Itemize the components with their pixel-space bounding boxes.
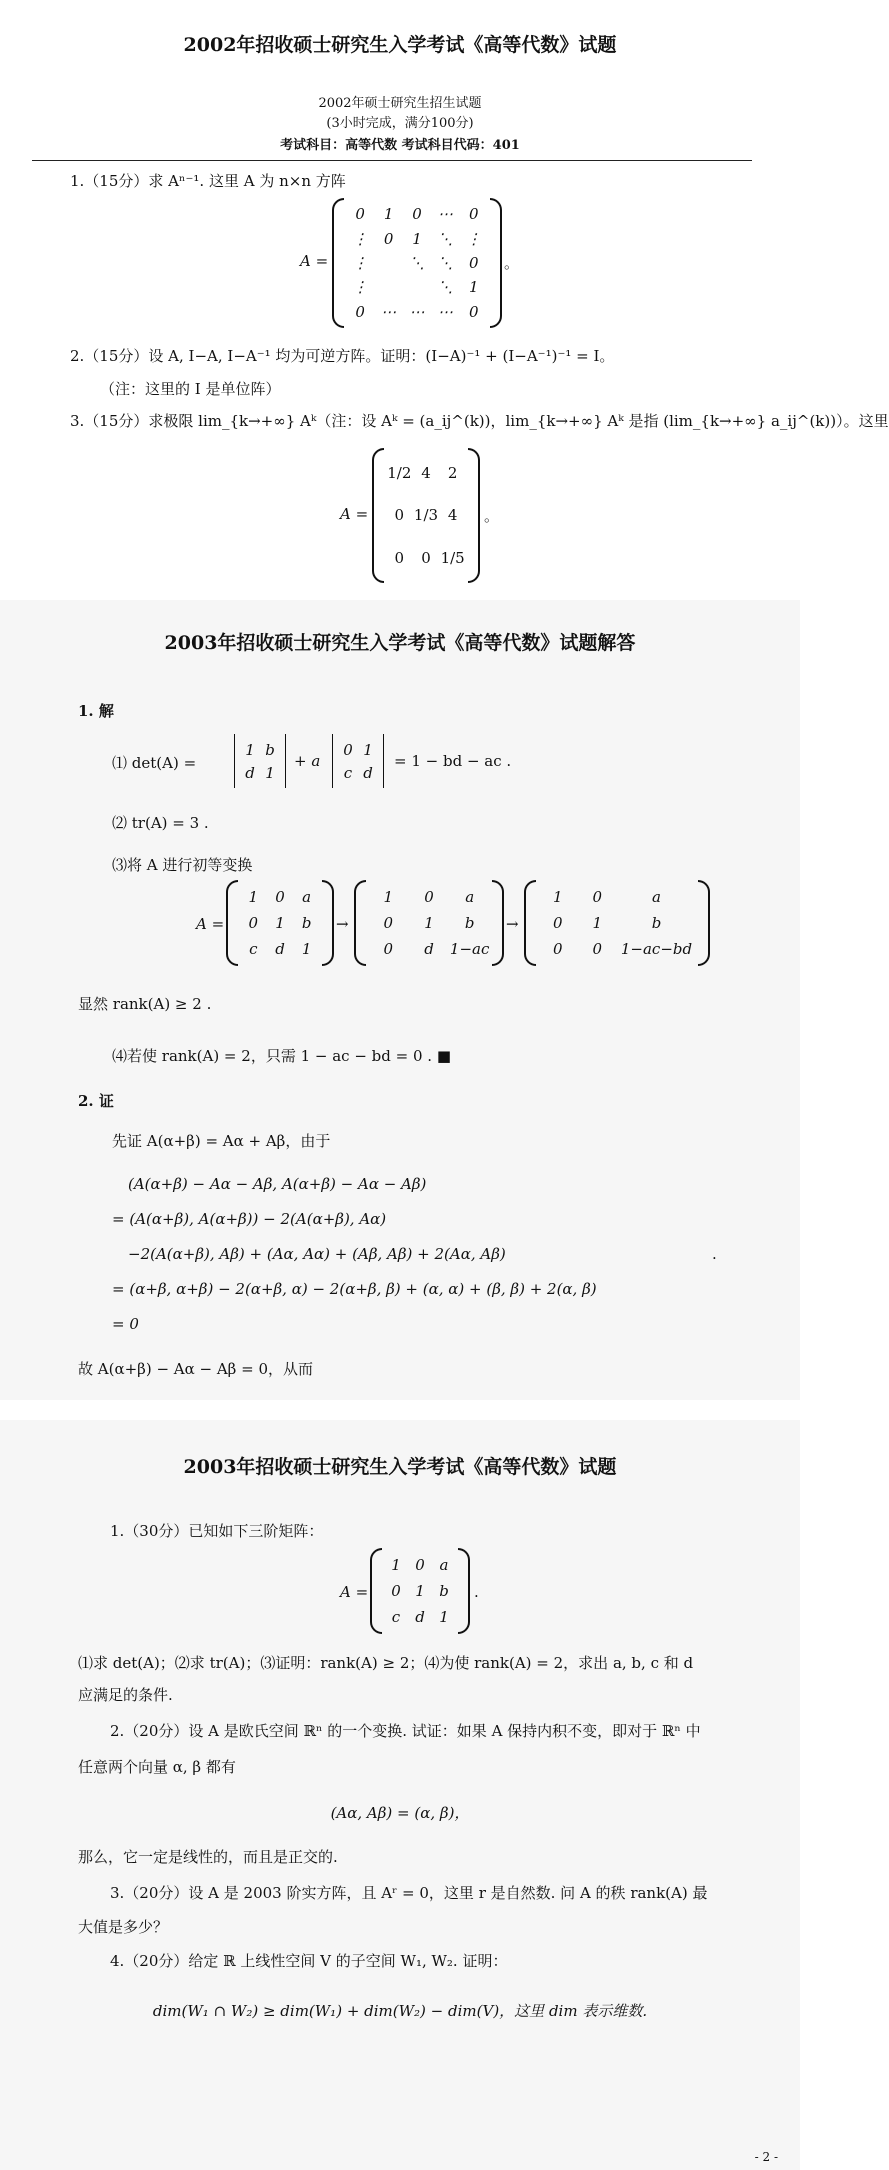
matrix-entry: 1 bbox=[265, 763, 275, 782]
matrix-entry: b bbox=[265, 740, 275, 759]
matrix-entry: a bbox=[302, 888, 312, 906]
section-title: 2003年招收硕士研究生入学考试《高等代数》试题 bbox=[183, 1456, 617, 1478]
matrix-entry: a bbox=[465, 888, 475, 906]
matrix-entry: 0 bbox=[469, 205, 479, 224]
matrix-entry: 4 bbox=[421, 464, 431, 483]
matrix-entry: 0 bbox=[383, 940, 394, 958]
proof-eq-2: = (A(α+β), A(α+β)) − 2(A(α+β), Aα) bbox=[112, 1210, 387, 1228]
subtitle: 2002年硕士研究生招生试题 bbox=[318, 96, 482, 111]
matrix-entry: 0 bbox=[469, 253, 479, 272]
row-reduction-intro: ⑶将 A 进行初等变换 bbox=[112, 856, 253, 874]
matrix-entry: ⋯ bbox=[381, 302, 397, 321]
matrix-entries bbox=[538, 884, 696, 962]
question-3: 3.（15分）求极限 lim_{k→+∞} Aᵏ（注：设 Aᵏ = (a_ij^(k))，lim_{k→+∞} Aᵏ 是指 (lim_{k→+∞} a_ij^(k))）。这里 bbox=[70, 412, 889, 430]
matrix-entry: 1 bbox=[424, 914, 434, 932]
matrix-entry: ⋮ bbox=[352, 278, 368, 297]
matrix-entry: 1−ac bbox=[449, 940, 490, 958]
matrix-entry: d bbox=[415, 1608, 425, 1626]
question-1-parts: ⑴求 det(A)；⑵求 tr(A)；⑶证明：rank(A) ≥ 2；⑷为使 rank(A) = 2，求出 a, b, c 和 d bbox=[78, 1654, 694, 1672]
matrix-entry: 1 bbox=[415, 1582, 425, 1600]
matrix-entry: 4 bbox=[447, 506, 458, 525]
right-bracket bbox=[468, 448, 480, 583]
section-title: 2003年招收硕士研究生入学考试《高等代数》试题解答 bbox=[164, 632, 636, 654]
rank-claim: 显然 rank(A) ≥ 2 . bbox=[78, 995, 212, 1013]
question-1: 1.（15分）求 Aⁿ⁻¹. 这里 A 为 n×n 方阵 bbox=[70, 172, 346, 190]
page-number: - 2 - bbox=[754, 2150, 778, 2164]
transform-arrow: → bbox=[506, 915, 519, 933]
question-2: 2.（15分）设 A, I−A, I−A⁻¹ 均为可逆方阵。证明：(I−A)⁻¹ + (I−A⁻¹)⁻¹ = I。 bbox=[70, 347, 615, 365]
matrix-entry: ⋮ bbox=[352, 229, 368, 248]
matrix-entry: ⋮ bbox=[466, 229, 482, 248]
matrix-entry: 0 bbox=[394, 506, 405, 525]
matrix-end-punct: . bbox=[474, 1583, 479, 1601]
matrix-entry: 0 bbox=[552, 940, 563, 958]
matrix-entry: 0 bbox=[469, 302, 479, 321]
matrix-entry: c bbox=[343, 763, 353, 782]
matrix-entry: ⋱ bbox=[409, 253, 425, 272]
matrix-entry: 0 bbox=[383, 229, 394, 248]
matrix-entry: ⋮ bbox=[352, 253, 368, 272]
matrix-entry: 1 bbox=[439, 1608, 449, 1626]
matrix-entry: 1 bbox=[245, 740, 255, 759]
divider bbox=[32, 160, 752, 161]
plus-a: + a bbox=[294, 752, 321, 770]
question-4-equation: dim(W₁ ∩ W₂) ≥ dim(W₁) + dim(W₂) − dim(V)，这里 dim 表示维数. bbox=[152, 2002, 648, 2020]
proof-conclusion: 故 A(α+β) − Aα − Aβ = 0，从而 bbox=[78, 1360, 313, 1378]
matrix-entry: 2 bbox=[447, 464, 458, 483]
matrix-entries bbox=[368, 884, 490, 962]
question-3: 3.（20分）设 A 是 2003 阶实方阵，且 Aʳ = 0，这里 r 是自然数. 问 A 的秩 rank(A) 最 bbox=[110, 1884, 708, 1902]
matrix-entries bbox=[384, 1552, 456, 1630]
matrix-entry: 1 bbox=[363, 740, 373, 759]
matrix-end-punct: 。 bbox=[504, 254, 520, 272]
matrix-entry: 1 bbox=[301, 940, 312, 958]
matrix-entry: 1 bbox=[383, 205, 394, 224]
right-bracket bbox=[490, 198, 502, 328]
matrix-entry: 0 bbox=[248, 914, 259, 932]
question-2: 2.（20分）设 A 是欧氏空间 ℝⁿ 的一个变换. 试证：如果 A 保持内积不变，即对于 ℝⁿ 中 bbox=[110, 1722, 701, 1740]
solution-2-heading: 2. 证 bbox=[78, 1092, 114, 1110]
matrix-entry: 0 bbox=[421, 548, 431, 567]
matrix-entry: d bbox=[424, 940, 434, 958]
exam-duration: (3小时完成，满分100分) bbox=[326, 116, 474, 131]
matrix-entry: 0 bbox=[592, 888, 603, 906]
matrix-entry: b bbox=[439, 1582, 449, 1600]
transform-arrow: → bbox=[336, 915, 349, 933]
matrix-label: A = bbox=[340, 505, 369, 523]
matrix-entry: 1 bbox=[275, 914, 285, 932]
question-3-cont: 大值是多少？ bbox=[78, 1918, 169, 1936]
det-result: = 1 − bd − ac . bbox=[394, 752, 512, 770]
matrix-A-nilpotent bbox=[332, 198, 502, 328]
rank-condition: ⑷若使 rank(A) = 2，只需 1 − ac − bd = 0 . ■ bbox=[112, 1047, 452, 1065]
matrix-entries bbox=[386, 452, 466, 579]
matrix-entry: 0 bbox=[394, 548, 405, 567]
matrix-entry: 0 bbox=[412, 205, 422, 224]
matrix-entry: 1 bbox=[552, 888, 563, 906]
determinant-2 bbox=[330, 734, 386, 788]
matrix-entries bbox=[240, 884, 320, 962]
left-bracket bbox=[332, 198, 344, 328]
matrix-entry: 0 bbox=[552, 914, 563, 932]
determinant-entries bbox=[338, 738, 378, 784]
matrix-entry: 1 bbox=[391, 1556, 401, 1574]
matrix-entry: 0 bbox=[424, 888, 434, 906]
matrix-step-3 bbox=[524, 880, 710, 966]
matrix-entry: ⋯ bbox=[437, 302, 453, 321]
question-2-cont: 任意两个向量 α, β 都有 bbox=[78, 1758, 236, 1776]
matrix-entry: 0 bbox=[343, 740, 353, 759]
proof-eq-1: (A(α+β) − Aα − Aβ, A(α+β) − Aα − Aβ) bbox=[128, 1175, 427, 1193]
matrix-entry: 1/2 bbox=[387, 464, 412, 483]
proof-eq-4: = (α+β, α+β) − 2(α+β, α) − 2(α+β, β) + (α, α) + (β, β) + 2(α, β) bbox=[112, 1280, 597, 1298]
matrix-entry: 1/5 bbox=[440, 548, 465, 567]
matrix-entry: ⋱ bbox=[437, 278, 453, 297]
matrix-entry: 1/3 bbox=[413, 506, 439, 525]
exam-subject: 考试科目：高等代数 考试科目代码：401 bbox=[280, 138, 520, 153]
matrix-entry: c bbox=[391, 1608, 401, 1626]
matrix-entry: ⋱ bbox=[437, 229, 453, 248]
matrix-entry: 1 bbox=[592, 914, 603, 932]
matrix-entry: b bbox=[651, 914, 662, 932]
section-title: 2002年招收硕士研究生入学考试《高等代数》试题 bbox=[183, 34, 617, 56]
matrix-entry: ⋱ bbox=[437, 253, 453, 272]
matrix-label: A = bbox=[340, 1583, 369, 1601]
matrix-entry: 1 bbox=[469, 278, 479, 297]
question-1-parts-cont: 应满足的条件. bbox=[78, 1686, 173, 1704]
matrix-label: A = bbox=[300, 252, 329, 270]
question-2-equation: (Aα, Aβ) = (α, β)， bbox=[330, 1804, 470, 1822]
matrix-entry: 1 bbox=[248, 888, 259, 906]
matrix-entry: a bbox=[439, 1556, 449, 1574]
matrix-entries bbox=[346, 202, 488, 324]
proof-eq-3-dot: . bbox=[712, 1245, 717, 1263]
determinant-1 bbox=[232, 734, 288, 788]
matrix-entry: b bbox=[301, 914, 312, 932]
matrix-step-2 bbox=[354, 880, 504, 966]
matrix-label: A = bbox=[196, 915, 225, 933]
matrix-entry: 0 bbox=[391, 1582, 401, 1600]
matrix-entry: d bbox=[245, 763, 255, 782]
matrix-entry: 0 bbox=[275, 888, 285, 906]
matrix-entry: b bbox=[464, 914, 475, 932]
left-bracket bbox=[372, 448, 384, 583]
matrix-A bbox=[370, 1548, 470, 1634]
matrix-entry: ⋯ bbox=[437, 205, 453, 224]
matrix-A-upper bbox=[372, 448, 480, 583]
matrix-entry: 0 bbox=[383, 914, 394, 932]
matrix-end-punct: 。 bbox=[484, 507, 500, 525]
question-1: 1.（30分）已知如下三阶矩阵： bbox=[110, 1522, 324, 1540]
det-prefix: ⑴ det(A) = bbox=[112, 754, 197, 772]
section-2003-exam bbox=[0, 1420, 800, 2170]
matrix-entry: 0 bbox=[355, 205, 365, 224]
matrix-entry: 0 bbox=[592, 940, 603, 958]
matrix-entry: 1 bbox=[412, 229, 422, 248]
matrix-entry: d bbox=[363, 763, 373, 782]
matrix-step-1 bbox=[226, 880, 334, 966]
question-4: 4.（20分）给定 ℝ 上线性空间 V 的子空间 W₁, W₂. 证明： bbox=[110, 1952, 508, 1970]
section-2003-solutions bbox=[0, 600, 800, 1400]
matrix-entry: 0 bbox=[415, 1556, 425, 1574]
section-2002-exam bbox=[0, 0, 889, 600]
proof-eq-3: −2(A(α+β), Aβ) + (Aα, Aα) + (Aβ, Aβ) + 2(Aα, Aβ) bbox=[128, 1245, 506, 1263]
solution-1-heading: 1. 解 bbox=[78, 702, 114, 720]
matrix-entry: ⋯ bbox=[409, 302, 425, 321]
trace-result: ⑵ tr(A) = 3 . bbox=[112, 814, 209, 832]
matrix-entry: c bbox=[249, 940, 258, 958]
proof-intro: 先证 A(α+β) = Aα + Aβ，由于 bbox=[112, 1132, 331, 1150]
matrix-entry: a bbox=[652, 888, 661, 906]
matrix-entry: 1−ac−bd bbox=[620, 940, 693, 958]
matrix-entry: 0 bbox=[355, 302, 365, 321]
determinant-entries bbox=[240, 738, 280, 784]
proof-eq-5: = 0 bbox=[112, 1315, 139, 1333]
matrix-entry: d bbox=[275, 940, 285, 958]
question-2-conclusion: 那么，它一定是线性的，而且是正交的. bbox=[78, 1848, 338, 1866]
matrix-entry: 1 bbox=[383, 888, 394, 906]
question-2-note: （注：这里的 I 是单位阵） bbox=[100, 380, 281, 398]
